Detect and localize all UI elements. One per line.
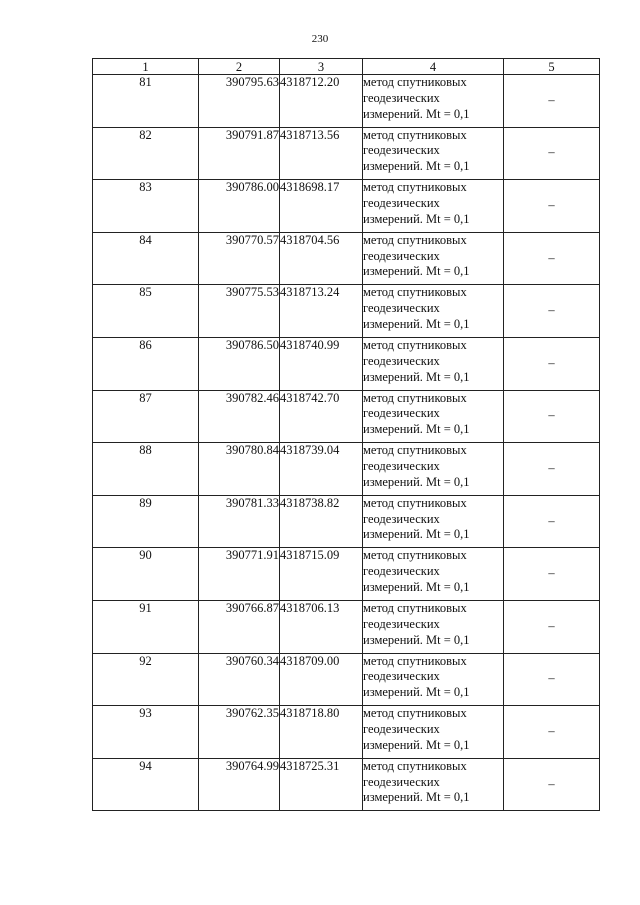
- method-line: измерений. Mt = 0,1: [363, 264, 470, 279]
- x-coordinate-cell: 390770.57: [199, 232, 280, 285]
- method-line: измерений. Mt = 0,1: [363, 422, 470, 437]
- method-line: геодезических: [363, 721, 440, 736]
- x-coordinate-cell: 390780.84: [199, 443, 280, 496]
- point-number-cell: 83: [93, 180, 199, 233]
- method-cell: [363, 600, 504, 653]
- method-line: геодезических: [363, 248, 440, 263]
- point-number-cell: 87: [93, 390, 199, 443]
- method-line: измерений. Mt = 0,1: [363, 369, 470, 384]
- point-number-cell: 93: [93, 706, 199, 759]
- method-line: геодезических: [363, 353, 440, 368]
- method-cell: [363, 758, 504, 811]
- point-number-cell: 88: [93, 443, 199, 496]
- table-row: [93, 390, 600, 443]
- method-cell: [363, 390, 504, 443]
- y-coordinate-cell: 4318713.24: [280, 285, 363, 338]
- x-coordinate-cell: 390762.35: [199, 706, 280, 759]
- table-row: [93, 285, 600, 338]
- page-number: 230: [311, 33, 329, 45]
- method-line: измерений. Mt = 0,1: [363, 159, 470, 174]
- point-number-cell: 85: [93, 285, 199, 338]
- method-line: метод спутниковых: [363, 337, 467, 352]
- point-number-cell: 82: [93, 127, 199, 180]
- note-cell: –: [504, 706, 600, 759]
- point-number-cell: 86: [93, 337, 199, 390]
- y-coordinate-cell: 4318738.82: [280, 495, 363, 548]
- note-cell: –: [504, 758, 600, 811]
- method-cell: [363, 285, 504, 338]
- x-coordinate-cell: 390771.91: [199, 548, 280, 601]
- point-number-cell: 89: [93, 495, 199, 548]
- method-line: геодезических: [363, 406, 440, 421]
- x-coordinate-cell: 390795.63: [199, 75, 280, 128]
- y-coordinate-cell: 4318739.04: [280, 443, 363, 496]
- y-coordinate-cell: 4318718.80: [280, 706, 363, 759]
- point-number-cell: 94: [93, 758, 199, 811]
- note-cell: –: [504, 180, 600, 233]
- note-cell: –: [504, 127, 600, 180]
- method-line: измерений. Mt = 0,1: [363, 790, 470, 805]
- method-line: метод спутниковых: [363, 443, 467, 458]
- table-header-row: [93, 59, 600, 75]
- table-row: [93, 75, 600, 128]
- column-header: 2: [199, 59, 280, 75]
- note-cell: –: [504, 443, 600, 496]
- method-line: метод спутниковых: [363, 758, 467, 773]
- x-coordinate-cell: 390791.87: [199, 127, 280, 180]
- y-coordinate-cell: 4318709.00: [280, 653, 363, 706]
- method-cell: [363, 653, 504, 706]
- x-coordinate-cell: 390760.34: [199, 653, 280, 706]
- y-coordinate-cell: 4318725.31: [280, 758, 363, 811]
- note-cell: –: [504, 337, 600, 390]
- table-row: [93, 232, 600, 285]
- method-line: метод спутниковых: [363, 285, 467, 300]
- method-line: геодезических: [363, 143, 440, 158]
- y-coordinate-cell: 4318706.13: [280, 600, 363, 653]
- method-line: метод спутниковых: [363, 127, 467, 142]
- method-cell: [363, 127, 504, 180]
- method-line: метод спутниковых: [363, 495, 467, 510]
- method-cell: [363, 495, 504, 548]
- table-row: [93, 127, 600, 180]
- note-cell: –: [504, 653, 600, 706]
- x-coordinate-cell: 390786.00: [199, 180, 280, 233]
- method-line: измерений. Mt = 0,1: [363, 474, 470, 489]
- table-row: [93, 758, 600, 811]
- table-row: [93, 443, 600, 496]
- y-coordinate-cell: 4318742.70: [280, 390, 363, 443]
- y-coordinate-cell: 4318713.56: [280, 127, 363, 180]
- y-coordinate-cell: 4318715.09: [280, 548, 363, 601]
- table-body: [93, 75, 600, 811]
- table-row: [93, 180, 600, 233]
- note-cell: –: [504, 495, 600, 548]
- method-cell: [363, 548, 504, 601]
- method-line: метод спутниковых: [363, 232, 467, 247]
- column-header: 3: [280, 59, 363, 75]
- note-cell: –: [504, 548, 600, 601]
- method-line: геодезических: [363, 90, 440, 105]
- point-number-cell: 81: [93, 75, 199, 128]
- method-line: геодезических: [363, 195, 440, 210]
- method-line: метод спутниковых: [363, 390, 467, 405]
- method-line: геодезических: [363, 616, 440, 631]
- table-row: [93, 495, 600, 548]
- method-line: геодезических: [363, 564, 440, 579]
- y-coordinate-cell: 4318712.20: [280, 75, 363, 128]
- method-line: метод спутниковых: [363, 180, 467, 195]
- method-line: измерений. Mt = 0,1: [363, 685, 470, 700]
- method-line: геодезических: [363, 774, 440, 789]
- y-coordinate-cell: 4318704.56: [280, 232, 363, 285]
- method-line: измерений. Mt = 0,1: [363, 106, 470, 121]
- table-row: [93, 337, 600, 390]
- point-number-cell: 84: [93, 232, 199, 285]
- column-header: 1: [93, 59, 199, 75]
- table-row: [93, 600, 600, 653]
- method-line: геодезических: [363, 458, 440, 473]
- x-coordinate-cell: 390764.99: [199, 758, 280, 811]
- method-line: метод спутниковых: [363, 600, 467, 615]
- table-row: [93, 706, 600, 759]
- column-header: 4: [363, 59, 504, 75]
- method-line: измерений. Mt = 0,1: [363, 737, 470, 752]
- point-number-cell: 91: [93, 600, 199, 653]
- method-line: метод спутниковых: [363, 75, 467, 89]
- note-cell: –: [504, 285, 600, 338]
- x-coordinate-cell: 390766.87: [199, 600, 280, 653]
- method-cell: [363, 443, 504, 496]
- y-coordinate-cell: 4318740.99: [280, 337, 363, 390]
- method-line: измерений. Mt = 0,1: [363, 316, 470, 331]
- method-cell: [363, 75, 504, 128]
- note-cell: –: [504, 232, 600, 285]
- y-coordinate-cell: 4318698.17: [280, 180, 363, 233]
- x-coordinate-cell: 390786.50: [199, 337, 280, 390]
- x-coordinate-cell: 390775.53: [199, 285, 280, 338]
- x-coordinate-cell: 390781.33: [199, 495, 280, 548]
- method-line: метод спутниковых: [363, 706, 467, 721]
- x-coordinate-cell: 390782.46: [199, 390, 280, 443]
- method-cell: [363, 180, 504, 233]
- point-number-cell: 90: [93, 548, 199, 601]
- column-header: 5: [504, 59, 600, 75]
- table-row: [93, 548, 600, 601]
- method-line: измерений. Mt = 0,1: [363, 527, 470, 542]
- method-line: геодезических: [363, 511, 440, 526]
- method-line: метод спутниковых: [363, 548, 467, 563]
- method-line: измерений. Mt = 0,1: [363, 632, 470, 647]
- coordinates-table: [92, 58, 600, 811]
- method-line: геодезических: [363, 669, 440, 684]
- method-cell: [363, 232, 504, 285]
- method-cell: [363, 706, 504, 759]
- method-cell: [363, 337, 504, 390]
- method-line: измерений. Mt = 0,1: [363, 579, 470, 594]
- note-cell: –: [504, 390, 600, 443]
- note-cell: –: [504, 75, 600, 128]
- point-number-cell: 92: [93, 653, 199, 706]
- table-row: [93, 653, 600, 706]
- note-cell: –: [504, 600, 600, 653]
- method-line: измерений. Mt = 0,1: [363, 211, 470, 226]
- method-line: метод спутниковых: [363, 653, 467, 668]
- method-line: геодезических: [363, 301, 440, 316]
